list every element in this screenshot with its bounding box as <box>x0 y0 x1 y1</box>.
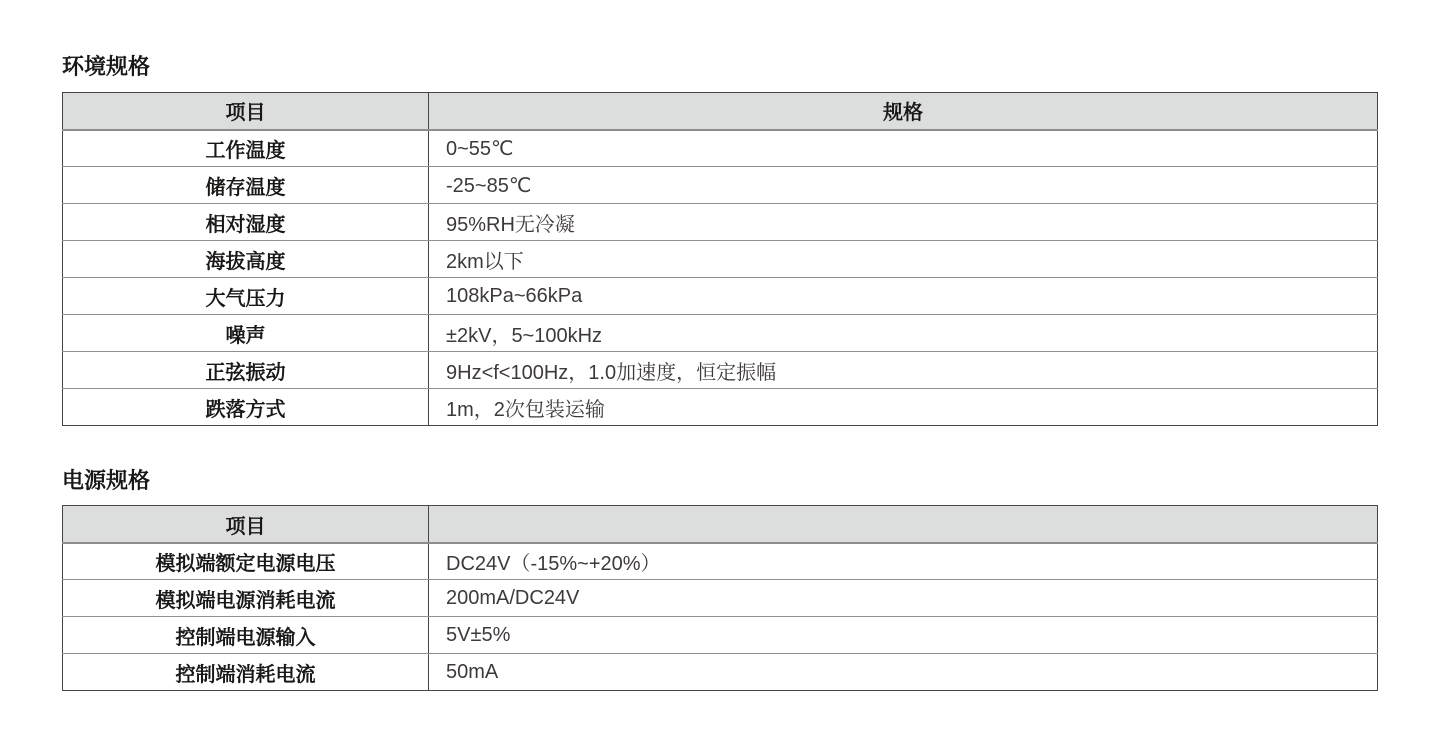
table-row <box>63 167 1378 204</box>
table-row <box>63 278 1378 315</box>
item-cell: 储存温度 <box>63 167 429 204</box>
item-cell: 相对湿度 <box>63 204 429 241</box>
table-row <box>63 543 1378 580</box>
column-header-item: 项目 <box>63 93 429 130</box>
column-header-spec: 规格 <box>429 93 1378 130</box>
table-row <box>63 130 1378 167</box>
spec-cell: 0~55℃ <box>429 130 1378 167</box>
spec-cell: 2km以下 <box>429 241 1378 278</box>
spec-cell: 108kPa~66kPa <box>429 278 1378 315</box>
item-cell: 工作温度 <box>63 130 429 167</box>
item-cell: 正弦振动 <box>63 352 429 389</box>
column-header-spec-empty <box>429 506 1378 543</box>
item-cell: 控制端电源输入 <box>63 617 429 654</box>
section-title-environment: 环境规格 <box>62 54 151 79</box>
spec-cell: 9Hz<f<100Hz，1.0加速度，恒定振幅 <box>429 352 1378 389</box>
item-cell: 控制端消耗电流 <box>63 654 429 691</box>
table-row <box>63 241 1378 278</box>
table-row <box>63 389 1378 426</box>
spec-cell: 95%RH无冷凝 <box>429 204 1378 241</box>
power-spec-table <box>62 505 1378 691</box>
table-row <box>63 580 1378 617</box>
item-cell: 模拟端额定电源电压 <box>63 543 429 580</box>
table-row <box>63 315 1378 352</box>
spec-cell: ±2kV，5~100kHz <box>429 315 1378 352</box>
column-header-item: 项目 <box>63 506 429 543</box>
item-cell: 跌落方式 <box>63 389 429 426</box>
item-cell: 模拟端电源消耗电流 <box>63 580 429 617</box>
item-cell: 大气压力 <box>63 278 429 315</box>
spec-cell: 5V±5% <box>429 617 1378 654</box>
table-header-row <box>63 506 1378 543</box>
document <box>62 0 1378 691</box>
spec-cell: 200mA/DC24V <box>429 580 1378 617</box>
table-row <box>63 654 1378 691</box>
spec-cell: 1m，2次包装运输 <box>446 398 605 421</box>
spec-cell: 50mA <box>446 660 499 683</box>
table-row <box>63 617 1378 654</box>
spec-cell: DC24V（-15%~+20%） <box>429 543 1378 580</box>
environment-spec-table <box>62 92 1378 426</box>
table-row <box>63 204 1378 241</box>
item-cell: 海拔高度 <box>63 241 429 278</box>
table-header-row <box>63 93 1378 130</box>
spec-cell: -25~85℃ <box>429 167 1378 204</box>
table-row <box>63 352 1378 389</box>
section-title-power: 电源规格 <box>62 468 151 494</box>
item-cell: 噪声 <box>63 315 429 352</box>
